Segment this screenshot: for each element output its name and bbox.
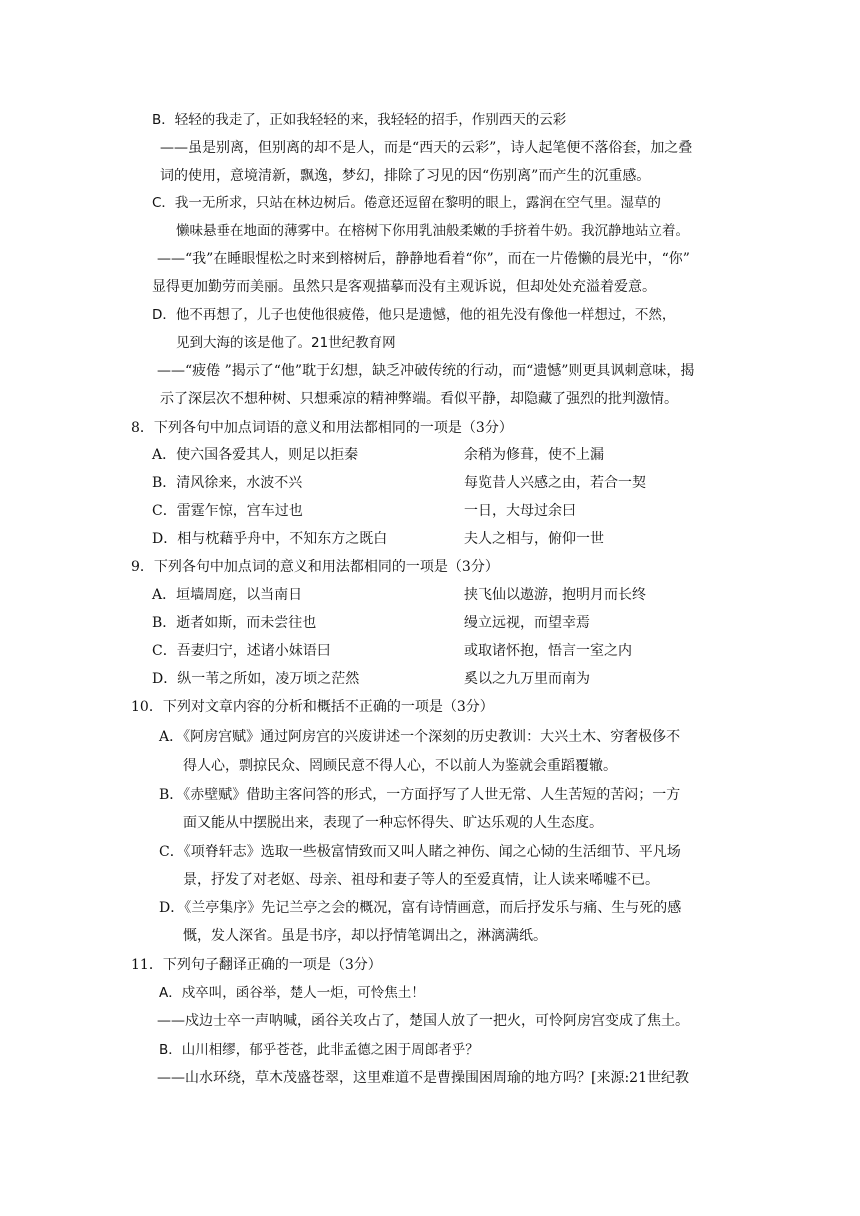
analysis-d-line-2: 示了深层次不想种树、只想乘凉的精神弊端。看似平静，却隐藏了强烈的批判激情。 <box>160 391 678 407</box>
option-d-text-line-1: D．他不再想了，儿子也使他很疲倦，他只是遗憾，他的祖先没有像他一样想过，不然， <box>152 307 676 323</box>
analysis-b-line-2: 词的使用，意境清新，飘逸，梦幻，排除了习见的因“伤别离”而产生的沉重感。 <box>160 168 651 184</box>
q9-option-c-left: C．吾妻归宁，述诸小妹语曰 <box>152 643 331 659</box>
q10-option-c-line-1: C．《项脊轩志》选取一些极富情致而又叫人睹之神伤、闻之心恸的生活细节、平凡场 <box>159 844 681 860</box>
question-9-stem: 9．下列各句中加点词的意义和用法都相同的一项是（3分） <box>131 559 499 575</box>
q9-option-a-left: A．垣墙周庭，以当南日 <box>152 587 303 603</box>
q8-option-b-right: 每览昔人兴感之由，若合一契 <box>464 475 646 491</box>
q8-option-c-right: 一日，大母过余曰 <box>464 503 576 519</box>
q10-option-a-line-2: 得人心，剽掠民众、罔顾民意不得人心，不以前人为鉴就会重蹈覆辙。 <box>183 758 617 774</box>
analysis-c-line-2: 显得更加勤劳而美丽。虽然只是客观描摹而没有主观诉说，但却处处充溢着爱意。 <box>152 279 656 295</box>
q8-option-a-right: 余稍为修葺，使不上漏 <box>464 447 604 463</box>
q10-option-a-line-1: A．《阿房宫赋》通过阿房宫的兴废讲述一个深刻的历史教训：大兴土木、穷奢极侈不 <box>159 729 681 745</box>
question-8-stem: 8．下列各句中加点词语的意义和用法都相同的一项是（3分） <box>131 420 513 436</box>
q10-option-d-line-1: D．《兰亭集序》先记兰亭之会的概况，富有诗情画意，而后抒发乐与痛、生与死的感 <box>159 900 682 916</box>
q10-option-d-line-2: 慨，发人深省。虽是书序，却以抒情笔调出之，淋漓满纸。 <box>183 928 547 944</box>
q9-option-d-left: D．纵一苇之所如，凌万顷之茫然 <box>152 671 360 687</box>
q11-option-a-text: A．戍卒叫，函谷举，楚人一炬，可怜焦土！ <box>159 985 425 1001</box>
q9-option-d-right: 奚以之九万里而南为 <box>464 671 590 687</box>
q10-option-b-line-1: B．《赤壁赋》借助主客问答的形式，一方面抒写了人世无常、人生苦短的苦闷；一方 <box>159 787 681 803</box>
option-d-text-line-2: 见到大海的该是他了。21世纪教育网 <box>176 335 396 351</box>
analysis-c-line-1: ——“我”在睡眼惺松之时来到榕树后，静静地看着“你”，而在一片倦懒的晨光中，“你” <box>157 251 690 267</box>
q9-option-b-right: 缦立远视，而望幸焉 <box>464 615 590 631</box>
q9-option-a-right: 挟飞仙以遨游，抱明月而长终 <box>464 587 646 603</box>
analysis-d-line-1: ——“疲倦 ”揭示了“他”耽于幻想，缺乏冲破传统的行动，而“遗憾”则更具讽刺意味，揭 <box>157 363 695 379</box>
q8-option-a-left: A．使六国各爱其人，则足以拒秦 <box>152 447 359 463</box>
question-10-stem: 10．下列对文章内容的分析和概括不正确的一项是（3分） <box>131 699 494 715</box>
q8-option-d-left: D．相与枕藉乎舟中，不知东方之既白 <box>152 531 388 547</box>
option-b-text: B．轻轻的我走了，正如我轻轻的来，我轻轻的招手，作别西天的云彩 <box>152 112 567 128</box>
q9-option-c-right: 或取诸怀抱，悟言一室之内 <box>464 643 632 659</box>
q8-option-b-left: B．清风徐来，水波不兴 <box>152 475 303 491</box>
q10-option-c-line-2: 景，抒发了对老妪、母亲、祖母和妻子等人的至爱真情，让人读来唏嘘不已。 <box>183 872 659 888</box>
analysis-b-line-1: ——虽是别离，但别离的却不是人，而是“西天的云彩”，诗人起笔便不落俗套，加之叠 <box>160 140 693 156</box>
q9-option-b-left: B．逝者如斯，而未尝往也 <box>152 615 317 631</box>
option-c-text-line-1: C．我一无所求，只站在林边树后。倦意还逗留在黎明的眼上，露润在空气里。湿草的 <box>152 195 661 211</box>
q11-option-a-translation: ——戍边士卒一声呐喊，函谷关攻占了，楚国人放了一把火，可怜阿房宫变成了焦土。 <box>157 1013 689 1029</box>
question-11-stem: 11．下列句子翻译正确的一项是（3分） <box>131 957 382 973</box>
q8-option-d-right: 夫人之相与，俯仰一世 <box>464 531 604 547</box>
q8-option-c-left: C．雷霆乍惊，宫车过也 <box>152 503 303 519</box>
q10-option-b-line-2: 面又能从中摆脱出来，表现了一种忘怀得失、旷达乐观的人生态度。 <box>183 815 603 831</box>
q11-option-b-translation: ——山水环绕，草木茂盛苍翠，这里难道不是曹操围困周瑜的地方吗？[来源:21世纪教 <box>157 1070 689 1086</box>
option-c-text-line-2: 懒味悬垂在地面的薄雾中。在榕树下你用乳油般柔嫩的手挤着牛奶。我沉静地站立着。 <box>176 223 689 239</box>
q11-option-b-text: B．山川相缪，郁乎苍苍，此非孟德之困于周郎者乎？ <box>159 1042 479 1058</box>
